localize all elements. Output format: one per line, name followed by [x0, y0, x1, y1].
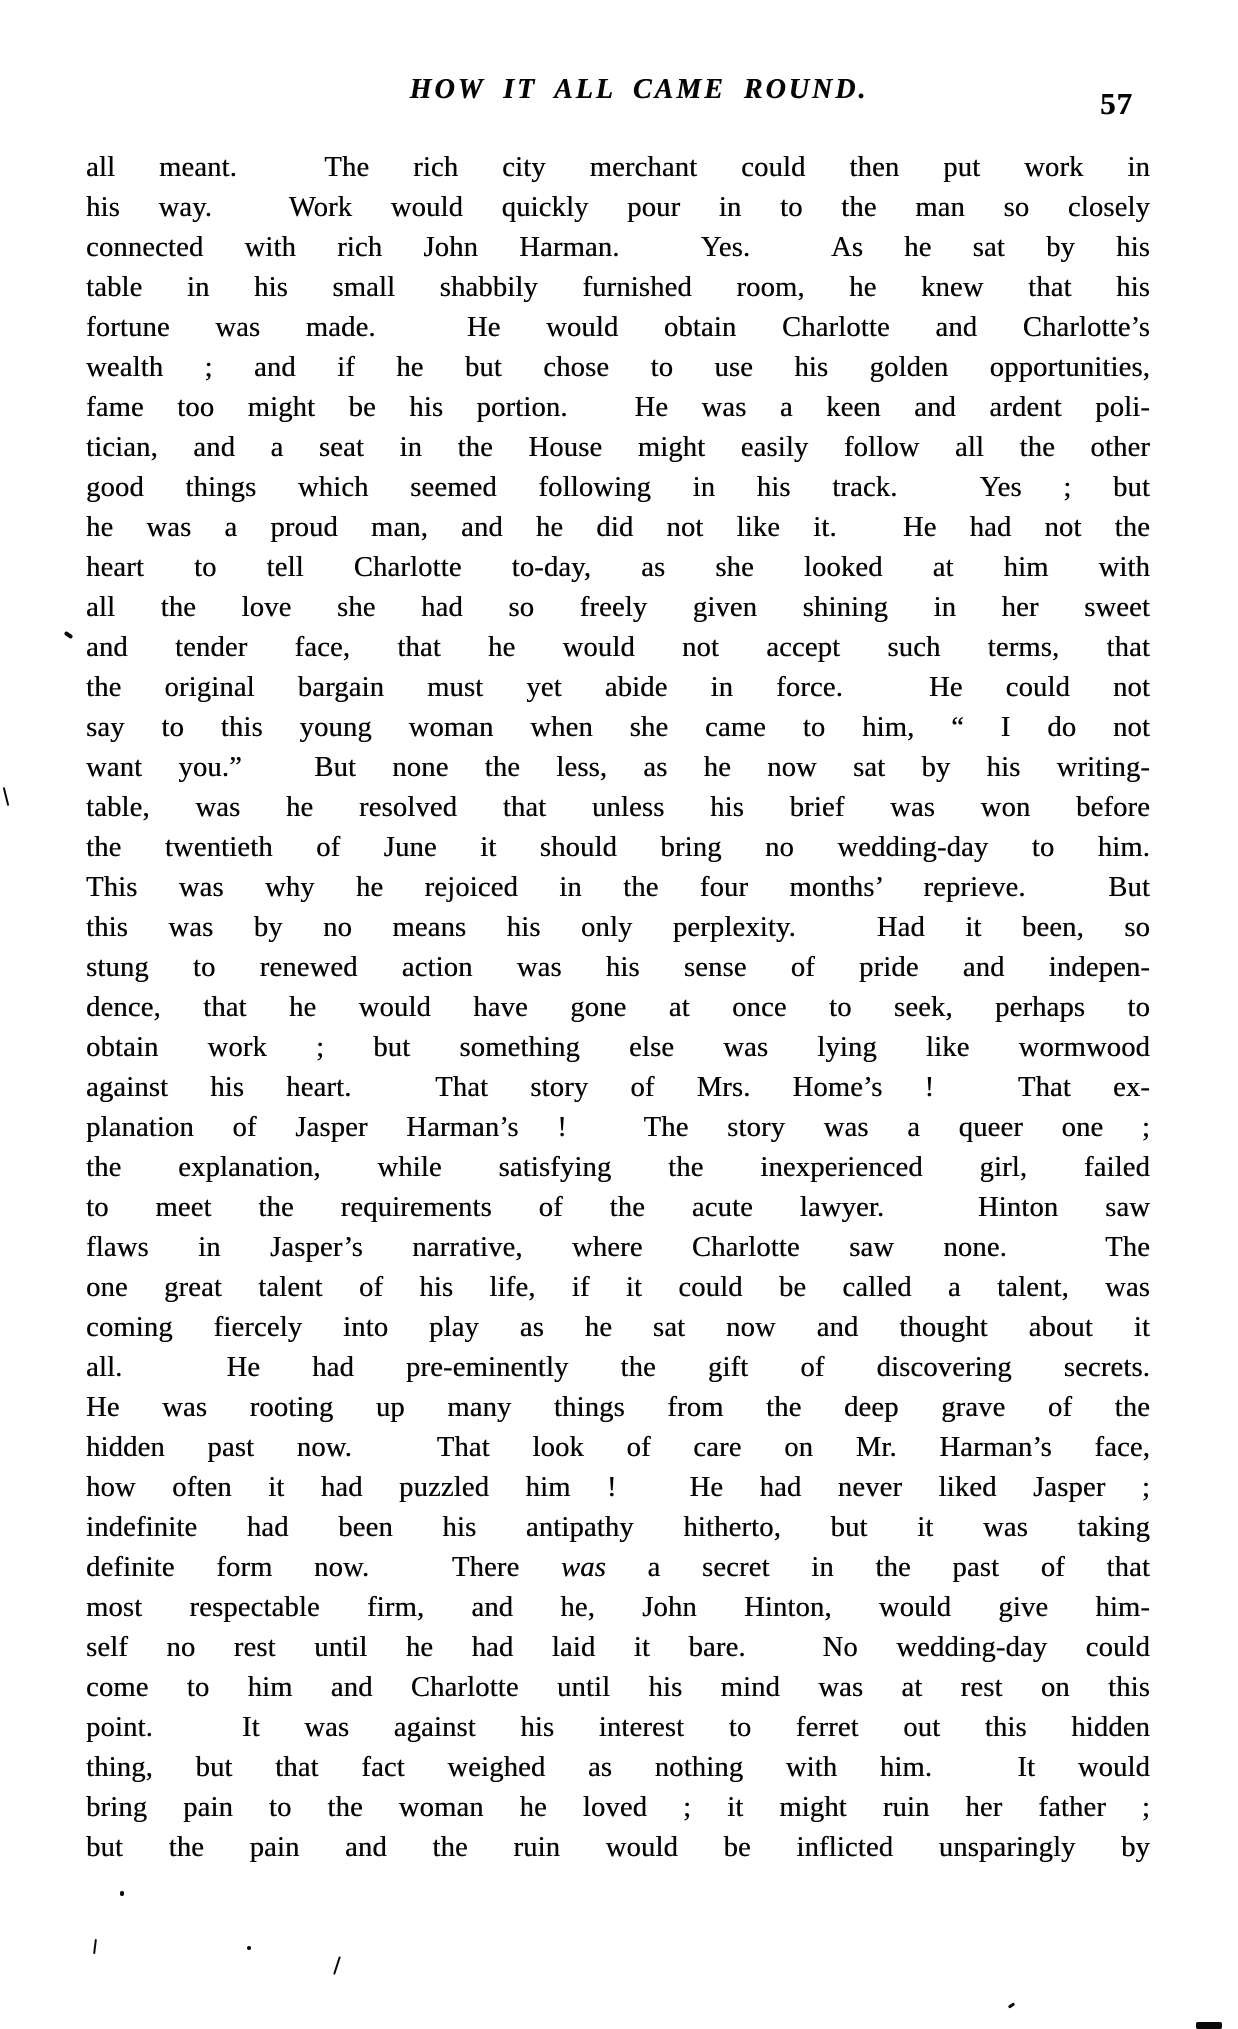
text-line: point. It was against his interest to ferret out this hidden — [86, 1712, 1150, 1743]
text-line: one great talent of his life, if it could be called a talent, was — [86, 1272, 1150, 1303]
text-line: obtain work ; but something else was lying like wormwood — [86, 1032, 1150, 1063]
text-line: fame too might be his portion. He was a keen and ardent poli- — [86, 392, 1150, 423]
text-line: he was a proud man, and he did not like it. He had not the — [86, 512, 1150, 543]
text-line: bring pain to the woman he loved ; it might ruin her father ; — [86, 1792, 1150, 1823]
text-line: the twentieth of June it should bring no wedding-day to him. — [86, 832, 1150, 863]
text-line: but the pain and the ruin would be inflicted unsparingly by — [86, 1832, 1150, 1863]
scan-speck — [64, 631, 74, 639]
text-line: flaws in Jasper’s narrative, where Charlotte saw none. The — [86, 1232, 1150, 1263]
text-line: connected with rich John Harman. Yes. As he sat by his — [86, 232, 1150, 263]
text-line: the original bargain must yet abide in force. He could not — [86, 672, 1150, 703]
text-line: most respectable firm, and he, John Hinton, would give him- — [86, 1592, 1150, 1623]
text-line: all the love she had so freely given shining in her sweet — [86, 592, 1150, 623]
text-line: coming fiercely into play as he sat now and thought about it — [86, 1312, 1150, 1343]
text-line: good things which seemed following in his track. Yes ; but — [86, 472, 1150, 503]
body-text — [86, 148, 1150, 1868]
scan-speck — [3, 787, 10, 806]
text-line: thing, but that fact weighed as nothing with him. It would — [86, 1752, 1150, 1783]
text-line: self no rest until he had laid it bare. No wedding-day could — [86, 1632, 1150, 1663]
text-line: table, was he resolved that unless his brief was won before — [86, 792, 1150, 823]
text-line: table in his small shabbily furnished room, he knew that his — [86, 272, 1150, 303]
text-line-with-italic — [86, 1548, 1150, 1588]
scan-speck — [1008, 2002, 1015, 2008]
text-line: hidden past now. That look of care on Mr. Harman’s face, — [86, 1432, 1150, 1463]
scan-speck — [333, 1956, 341, 1975]
text-line: this was by no means his only perplexity. Had it been, so — [86, 912, 1150, 943]
text-line: come to him and Charlotte until his mind was at rest on this — [86, 1672, 1150, 1703]
scan-speck — [120, 1891, 124, 1896]
text-segment: a secret in the past of that — [605, 1552, 1150, 1583]
page-number: 57 — [1100, 86, 1133, 121]
text-line: want you.” But none the less, as he now sat by his writing- — [86, 752, 1150, 783]
text-line: fortune was made. He would obtain Charlotte and Charlotte’s — [86, 312, 1150, 343]
text-line: This was why he rejoiced in the four months’ reprieve. But — [86, 872, 1150, 903]
running-title: HOW IT ALL CAME ROUND. — [409, 74, 869, 105]
text-line: indefinite had been his antipathy hitherto, but it was taking — [86, 1512, 1150, 1543]
text-line: his way. Work would quickly pour in to the man so closely — [86, 192, 1150, 223]
text-line: stung to renewed action was his sense of pride and indepen- — [86, 952, 1150, 983]
text-line: dence, that he would have gone at once to seek, perhaps to — [86, 992, 1150, 1023]
scan-speck — [1196, 2022, 1222, 2029]
text-line: say to this young woman when she came to him, “ I do not — [86, 712, 1150, 743]
text-line: to meet the requirements of the acute lawyer. Hinton saw — [86, 1192, 1150, 1223]
text-line: against his heart. That story of Mrs. Home’s ! That ex- — [86, 1072, 1150, 1103]
text-line: the explanation, while satisfying the inexperienced girl, failed — [86, 1152, 1150, 1183]
text-line: He was rooting up many things from the deep grave of the — [86, 1392, 1150, 1423]
text-line: all meant. The rich city merchant could then put work in — [86, 152, 1150, 183]
text-line: how often it had puzzled him ! He had never liked Jasper ; — [86, 1472, 1150, 1503]
text-segment-italic: was — [560, 1552, 606, 1583]
text-line: all. He had pre-eminently the gift of discovering secrets. — [86, 1352, 1150, 1383]
text-line: heart to tell Charlotte to-day, as she looked at him with — [86, 552, 1150, 583]
text-segment: definite form now. There — [86, 1552, 561, 1583]
text-line: tician, and a seat in the House might easily follow all the other — [86, 432, 1150, 463]
text-line: and tender face, that he would not accept such terms, that — [86, 632, 1150, 663]
text-line: planation of Jasper Harman’s ! The story was a queer one ; — [86, 1112, 1150, 1143]
text-line: wealth ; and if he but chose to use his golden opportunities, — [86, 352, 1150, 383]
scan-speck — [247, 1946, 251, 1950]
scan-speck — [93, 1939, 97, 1954]
